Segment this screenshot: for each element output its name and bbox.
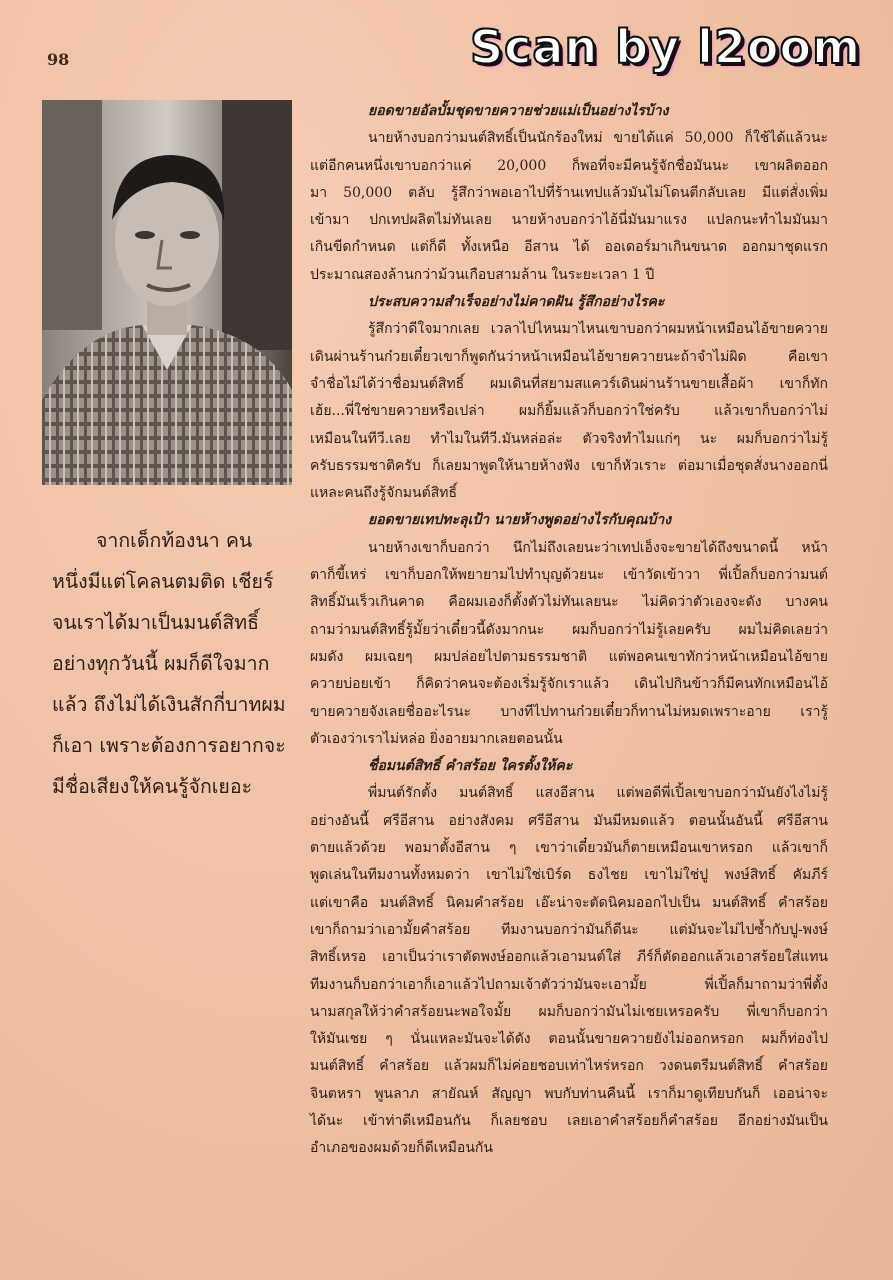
- answer-line: สิทธิ์เหรอ เอาเป็นว่าเราตัดพงษ์ออกแล้วเอามนต์ใส่ ภีร์ก็ตัดออกแล้วเอาสร้อยใส่แทน: [310, 949, 828, 966]
- answer-line: ให้มันเชย ๆ นั่นแหละมันจะได้ดัง ตอนนั้นขายควายยังไม่ออกหรอก ผมก็ท่องไป: [310, 1031, 828, 1048]
- answer-line: จินตหรา พูนลาภ สายัณห์ สัญญา พบกับท่านคืนนี้ เราก็มาดูเทียบกันก็ เออน่าจะ: [310, 1085, 828, 1102]
- answer-line: ทีมงานก็บอกว่าเอาก็เอาแล้วไปถามเจ้าตัวว่ามันจะเอามั้ย พี่เปิ้ลก็มาถามว่าพี่ตั้ง: [310, 976, 828, 993]
- caption-line: ก็เอา เพราะต้องการอยากจะ: [52, 734, 286, 757]
- answer-line: แหละคนถึงรู้จักมนต์สิทธิ์: [310, 485, 458, 502]
- answer-line: มนต์สิทธิ์ คำสร้อย แล้วผมก็ไม่ค่อยชอบเท่าไหร่หรอก วงดนตรีมนต์สิทธิ์ คำสร้อย: [310, 1058, 828, 1075]
- answer-line: ได้นะ เข้าท่าดีเหมือนกัน ก็เลยชอบ เลยเอาคำสร้อยก็คำสร้อย อีกอย่างมันเป็น: [310, 1112, 828, 1129]
- qa-section: [310, 98, 828, 289]
- question-heading: ยอดขายอัลบั้มชุดขายควายช่วยแม่เป็นอย่างไรบ้าง: [368, 103, 669, 119]
- answer-line: เข้ามา ปกเทปผลิตไม่ทันเลย นายห้างบอกว่าไอ้นี่มันมาแรง แปลกนะทำไมมันมา: [310, 212, 828, 229]
- answer-line: แต่อีกคนหนึ่งเขาบอกว่าแค่ 20,000 ก็พอที่จะมีคนรู้จักชื่อมันนะ เขาผลิตออก: [310, 157, 828, 174]
- answer-line: เกินขีดกำหนด แต่ก็ดี ทั้งเหนือ อีสาน ได้ ออเดอร์มาเกินขนาด ออกมาชุดแรก: [310, 239, 828, 256]
- qa-section: [310, 753, 828, 1162]
- answer-line: เขาก็ถามว่าเอามั้ยคำสร้อย ทีมงานบอกว่ามันก็ดีนะ แต่มันจะไม่ไปซ้ำกับปู-พงษ์: [310, 921, 828, 938]
- question-heading: ยอดขายเทปทะลุเป้า นายห้างพูดอย่างไรกับคุณบ้าง: [368, 512, 672, 529]
- answer-line: ตายแล้วด้วย พอมาตั้งอีสาน ๆ เขาว่าเดี๋ยวมันก็ตายเหมือนเขาหรอก แล้วเขาก็: [310, 840, 828, 857]
- answer-line: จำชื่อไม่ได้ว่าชื่อมนต์สิทธิ์ ผมเดินที่สยามสแควร์เดินผ่านร้านขายเสื้อผ้า เขาก็ทัก: [310, 375, 828, 392]
- answer-line: แต่เขาคือ มนต์สิทธิ์ นิคมคำสร้อย เอ๊ะน่าจะตัดนิคมออกไปเป็น มนต์สิทธิ์ คำสร้อย: [310, 894, 828, 911]
- scanner-watermark: Scan by l2oom: [470, 20, 862, 74]
- answer-line: มา 50,000 ตลับ รู้สึกว่าพอเอาไปที่ร้านเทปแล้วมันไม่โดนตีกลับเลย มีแต่สั่งเพิ่ม: [310, 184, 828, 201]
- answer-line: ถามว่ามนต์สิทธิ์รู้มั้ยว่าเดี๋ยวนี้ดังมากนะ ผมก็บอกว่าไม่รู้เลยครับ ผมไม่คิดเลยว่า: [310, 621, 828, 638]
- caption-line: จนเราได้มาเป็นมนต์สิทธิ์: [52, 611, 259, 634]
- caption-line: มีชื่อเสียงให้คนรู้จักเยอะ: [52, 775, 253, 798]
- answer-line: เหมือนในทีวี.เลย ทำไมในทีวี.มันหล่อล่ะ ตัวจริงทำไมแก่ๆ นะ ผมก็บอกว่าไม่รู้: [310, 430, 828, 447]
- page-number: 98: [47, 50, 70, 69]
- answer-line: อย่างอันนี้ ศรีอีสาน อย่างสังคม ศรีอีสาน มันมีหมดแล้ว ตอนนั้นอันนี้ ศรีอีสาน: [310, 812, 828, 829]
- qa-section: [310, 289, 828, 507]
- answer-line: ประมาณสองล้านกว่าม้วนเกือบสามล้าน ในระยะเวลา 1 ปี: [310, 266, 655, 283]
- answer-line: เดินผ่านร้านก๋วยเตี๋ยวเขาก็พูดกันว่าหน้าเหมือนไอ้ขายควายนะถ้าจำไม่ผิด คือเขา: [310, 348, 828, 365]
- caption-line: อย่างทุกวันนี้ ผมก็ดีใจมาก: [52, 652, 270, 675]
- answer-line: นายห้างเขาก็บอกว่า นึกไม่ถึงเลยนะว่าเทปเอ็งจะขายได้ถึงขนาดนี้ หน้า: [368, 539, 828, 556]
- answer-line: ตาก็ขี้เหร่ เขาก็บอกให้พยายามไปทำบุญด้วยนะ เข้าวัดเข้าวา พี่เปิ้ลก็บอกว่ามนต์: [310, 567, 828, 584]
- answer-line: สิทธิ์มันเร็วเกินคาด คือผมเองก็ตั้งตัวไม่ทันเลยนะ ไม่คิดว่าตัวเองจะดัง บางคน: [310, 594, 828, 611]
- answer-line: เฮ้ย...พี่ใช่ขายควายหรือเปล่า ผมก็ยิ้มแล้วก็บอกว่าใช่ครับ แล้วเขาก็บอกว่าไม่: [310, 403, 828, 420]
- question-heading: ประสบความสำเร็จอย่างไม่คาดฝัน รู้สึกอย่างไรคะ: [368, 294, 665, 311]
- answer-line: อำเภอของผมด้วยก็ดีเหมือนกัน: [310, 1140, 493, 1157]
- answer-line: ขายควายจังเลยชื่ออะไรนะ บางทีไปทานก๋วยเตี๋ยวก็ทานไม่หมดเพราะอาย เรารู้: [310, 703, 828, 720]
- question-heading: ชื่อมนต์สิทธิ์ คำสร้อย ใครตั้งให้คะ: [368, 758, 573, 775]
- answer-line: นายห้างบอกว่ามนต์สิทธิ์เป็นนักร้องใหม่ ขายได้แค่ 50,000 ก็ใช้ได้แล้วนะ: [368, 130, 828, 147]
- answer-line: พูดเล่นในทีมงานทั้งหมดว่า เขาไม่ใช่เบิร์ด ธงไชย เขาไม่ใช่ปู พงษ์สิทธิ์ คัมภีร์: [310, 867, 828, 884]
- portrait-photo: [42, 100, 292, 485]
- caption-line: จากเด็กท้องนา คน: [96, 529, 253, 552]
- answer-line: พี่มนต์รักตั้ง มนต์สิทธิ์ แสงอีสาน แต่พอดีพี่เปิ้ลเขาบอกว่ามันยังไงไม่รู้: [368, 785, 828, 802]
- answer-line: ครับธรรมชาติครับ ก็เลยมาพูดให้นายห้างฟัง เขาก็หัวเราะ ต่อมาเมื่อชุดสั่งนางออกนี่: [310, 457, 828, 474]
- interview-article: [310, 98, 828, 1163]
- answer-line: ควายบ่อยเข้า ก็คิดว่าคนจะต้องเริ่มรู้จักเราแล้ว เดินไปกินข้าวก็มีคนทักเหมือนไอ้: [310, 676, 828, 693]
- caption-line: แล้ว ถึงไม่ได้เงินสักกี่บาทผม: [52, 693, 286, 716]
- answer-line: นามสกุลให้ว่าคำสร้อยนะพอใจมั้ย ผมก็บอกว่ามันไม่เชยเหรอครับ พี่เขาก็บอกว่า: [310, 1003, 828, 1020]
- answer-line: ผมดัง ผมเฉยๆ ผมปล่อยไปตามธรรมชาติ แต่พอคนเขาทักว่าหน้าเหมือนไอ้ขาย: [310, 648, 828, 665]
- qa-section: [310, 507, 828, 753]
- caption-line: หนึ่งมีแต่โคลนตมติด เชียร์: [52, 570, 274, 593]
- answer-line: ตัวเองว่าเราไม่หล่อ ยิ่งอายมากเลยตอนนั้น: [310, 730, 563, 747]
- photo-caption: [52, 520, 292, 807]
- answer-line: รู้สึกว่าดีใจมากเลย เวลาไปไหนมาไหนเขาบอกว่าผมหน้าเหมือนไอ้ขายควาย: [368, 321, 828, 338]
